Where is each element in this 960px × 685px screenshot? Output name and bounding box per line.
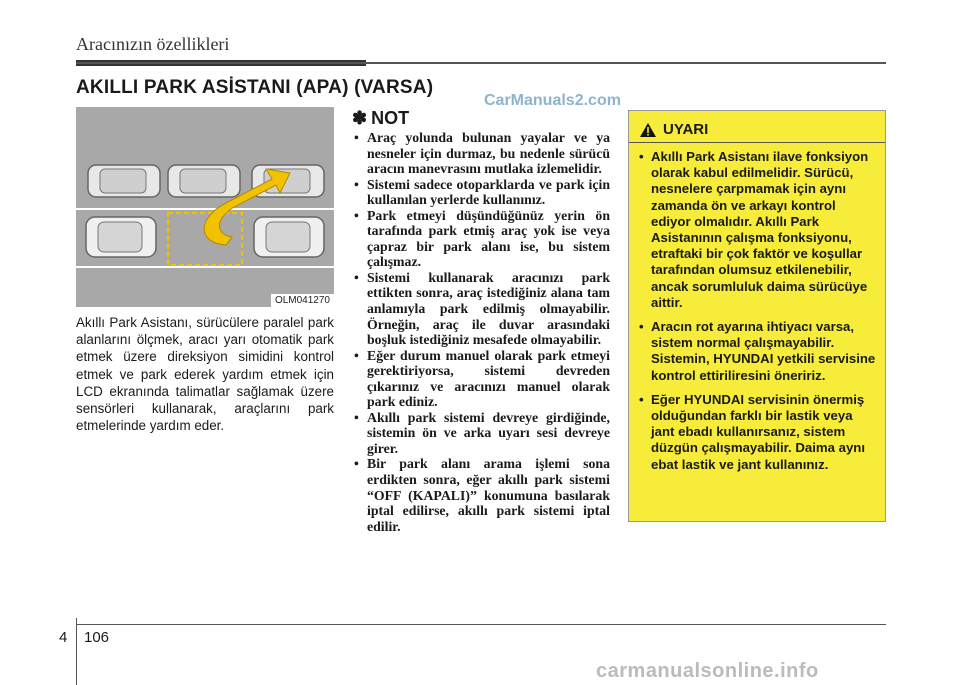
warning-heading: [629, 117, 885, 143]
asterisk-icon: ✽: [352, 108, 368, 128]
note-item: • Araç yolunda bulunan yayalar ve ya nesneler için durmaz, bu nedenle sürücü aracın manevrasını mutlaka izlemelidir.: [352, 130, 610, 177]
warning-item: • Aracın rot ayarına ihtiyacı varsa, sistem normal çalışmayabilir. Sistemin, HYUNDAI yetkili servisine kontrol ettiriliresini öneririz.: [637, 319, 877, 384]
note-item: • Sistemi kullanarak aracınızı park ettikten sonra, araç istediğiniz alana tam anlamıyla park edilmiş olmayabilir. Örneğin, araç ile duvar arasındaki boşluk istediğiniz mesafede olmayabilir.: [352, 270, 610, 348]
car-top-left: [88, 165, 160, 197]
note-heading: [352, 108, 409, 129]
warning-triangle-icon: [639, 122, 657, 138]
header-title: Aracınızın özellikleri: [76, 34, 230, 54]
chapter-number: 4: [59, 629, 68, 646]
parked-car-left: [86, 217, 156, 257]
footer-rule: [76, 624, 886, 625]
car-top-middle: [168, 165, 240, 197]
figure-code: OLM041270: [271, 294, 334, 307]
note-title: NOT: [371, 108, 410, 128]
parked-car-right: [254, 217, 324, 257]
header-rule: [76, 62, 886, 64]
watermark-top: CarManuals2.com: [484, 92, 621, 109]
watermark-bottom: carmanualsonline.info: [596, 660, 819, 682]
warning-item: • Akıllı Park Asistanı ilave fonksiyon olarak kabul edilmelidir. Sürücü, nesnelere çarpmamak için aynı zamanda ön ve arkayı kontrol ediyor olmalıdır. Akıllı Park Asistanının çalışma fonksiyonu, etraftaki bir çok faktör ve koşullar tarafından olumsuz etkilenebilir, ancak sorumluluk daima sürücüye aittir.: [637, 149, 877, 311]
note-list: [352, 130, 610, 534]
parking-scene-drawing: [76, 107, 334, 307]
note-item: • Park etmeyi düşündüğünüz yerin ön tarafında park etmiş araç yok ise veya çapraz bir park alanı ise, bu sistem çalışmaz.: [352, 208, 610, 270]
note-item: • Bir park alanı arama işlemi sona erdikten sonra, eğer akıllı park sistemi “OFF (KAPALI)” konumuna basılarak iptal edilirse, akıllı park sistemi iptal edilir.: [352, 456, 610, 534]
warning-title: UYARI: [663, 121, 709, 138]
warning-list: [637, 149, 877, 481]
page-number: 106: [84, 629, 110, 646]
parking-illustration: [76, 107, 334, 307]
warning-item: • Eğer HYUNDAI servisinin önermiş olduğundan farklı bir lastik veya jant ebadı kullanırsanız, sistem düzgün çalışmayabilir. Daima aynı ebat lastik ve jant kullanınız.: [637, 392, 877, 473]
note-item: • Eğer durum manuel olarak park etmeyi gerektiriyorsa, sistemi devreden çıkarınız ve aracınızı manuel olarak park ediniz.: [352, 348, 610, 410]
note-item: • Akıllı park sistemi devreye girdiğinde, sistemin ön ve arka uyarı sesi devreye girer.: [352, 410, 610, 457]
note-item: • Sistemi sadece otoparklarda ve park için kullanılan yerlerde kullanınız.: [352, 177, 610, 208]
warning-box: [628, 110, 886, 522]
intro-paragraph: Akıllı Park Asistanı, sürücülere paralel park alanlarını ölçmek, aracı yarı otomatik park etmek üzere direksiyon simidini kontrol etmek ve park ederek yardım etmek için LCD ekranında talimatlar sağlamak üzere sensörleri kullanarak, araçlarını park etmelerinde yardım eder.: [76, 315, 334, 434]
section-title: AKILLI PARK ASİSTANI (APA) (VARSA): [76, 77, 434, 98]
footer-divider: [76, 618, 77, 685]
